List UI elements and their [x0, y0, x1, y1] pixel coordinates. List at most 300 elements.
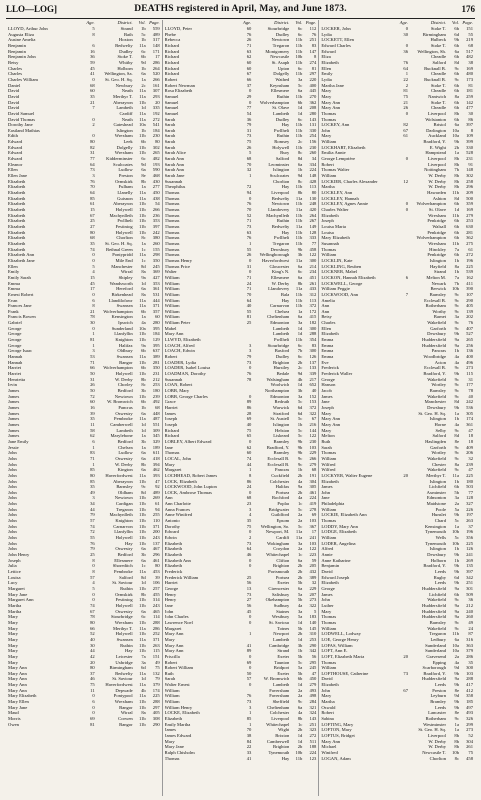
entry-page: 78: [468, 388, 474, 393]
entry-volume: 11b: [138, 535, 146, 541]
entry-district: Bramley: [273, 450, 290, 456]
entry-name: William: [164, 274, 180, 280]
entry-district: Horne: [434, 421, 447, 427]
entry-name: Dorothy Jane: [8, 122, 33, 128]
entry-page: 438: [152, 195, 160, 201]
entry-age: 75: [246, 139, 252, 145]
entry-name: John: [8, 518, 17, 524]
entry-page: 103: [309, 444, 317, 450]
entry-name: Frederick: [164, 569, 183, 574]
entry-page: 192: [152, 110, 160, 116]
entry-name: Thomas: [321, 450, 337, 456]
entry-volume: 8e: [454, 687, 460, 693]
entry-volume: 6d: [297, 410, 303, 416]
entry-age: 30: [90, 642, 95, 648]
entry-page: 326: [466, 716, 474, 722]
entry-name: Thomas: [321, 246, 337, 252]
entry-age: 0: [92, 76, 95, 82]
entry-page: 109: [466, 133, 474, 139]
entry-age: 21: [90, 99, 95, 105]
entry-district: Bridgwater: [268, 506, 290, 512]
entry-volume: 9c: [454, 716, 460, 722]
entry-volume: 9c: [454, 625, 460, 631]
entry-age: 85: [90, 195, 95, 201]
entry-page: 300: [309, 257, 317, 263]
entry-name: Anna Frances: [164, 506, 191, 512]
entry-volume: 11b: [138, 359, 146, 365]
entry-volume: 6a: [141, 546, 146, 552]
entry-volume: 8b: [454, 110, 460, 116]
entry-page: 539: [466, 269, 474, 275]
entry-page: 137: [152, 540, 160, 546]
heading-district: District.: [430, 20, 447, 25]
entry-district: Swansea: [116, 636, 133, 642]
entry-name: John: [321, 489, 331, 495]
entry-district: Strand: [277, 648, 290, 654]
entry-volume: 6b: [454, 484, 460, 490]
entry-page: 76: [311, 31, 317, 37]
entry-district: Ellesmere: [114, 557, 133, 563]
entry-volume: 5b: [297, 670, 303, 676]
entry-volume: 1d: [297, 619, 303, 625]
entry-district: Salford: [275, 156, 290, 162]
entry-age: 31: [90, 150, 95, 156]
entry-name: Walter Ernest: [164, 682, 190, 688]
entry-age: 82: [90, 144, 95, 150]
entry-district: Liverpool: [427, 733, 447, 739]
entry-age: 30: [403, 31, 409, 37]
entry-name: Benjamin: [8, 42, 26, 48]
entry-name: Thomas Price: [164, 263, 191, 269]
entry-volume: 11b: [295, 37, 303, 43]
entry-volume: 9d: [297, 371, 303, 377]
entry-age: 70: [246, 727, 252, 733]
entry-volume: 9c: [454, 291, 460, 297]
entry-name: Oswald: [321, 704, 336, 710]
entry-district: Wrexham: [428, 212, 447, 218]
entry-page: 253: [152, 382, 160, 388]
entry-name: Wilfred: [321, 467, 336, 473]
entry-volume: 4a: [141, 320, 146, 326]
entry-district: Kidderminster: [106, 156, 133, 162]
entry-volume: 1a: [454, 727, 460, 733]
entry-district: Basford: [274, 348, 290, 354]
entry-district: Haverfordwest: [105, 472, 133, 478]
entry-district: Bedwelty: [271, 223, 290, 229]
entry-page: 5: [314, 608, 317, 614]
entry-page: 295: [309, 659, 317, 665]
entry-age: 0: [249, 557, 252, 563]
entry-name: Mary Ann: [321, 738, 341, 744]
entry-district: Edmonton: [426, 495, 447, 501]
entry-district: Redruth: [274, 399, 290, 405]
entry-volume: 11a: [139, 110, 146, 116]
entry-page: 265: [466, 337, 474, 343]
entry-district: Rotherham: [425, 716, 447, 722]
entry-page: 334: [309, 161, 317, 167]
entry-volume: 6d: [454, 31, 460, 37]
entry-district: Staines: [276, 608, 290, 614]
entry-name: Ruth: [164, 670, 174, 676]
entry-age: 60: [246, 450, 252, 456]
entry-district: Fulham: [118, 184, 133, 190]
entry-district: Depwade: [115, 687, 133, 693]
entry-age: 46: [246, 552, 252, 558]
entry-volume: 8b: [454, 744, 460, 750]
entry-age: 68: [246, 495, 252, 501]
entry-age: 57: [90, 574, 95, 580]
entry-district: Ellesmere: [270, 88, 290, 94]
entry-volume: 1a: [141, 444, 146, 450]
entry-page: 205: [309, 563, 317, 569]
entry-age: 0: [249, 195, 252, 201]
entry-name: Elizabeth: [321, 580, 339, 586]
entry-name: Elizabeth: [321, 331, 339, 337]
entry-name: Henry: [164, 591, 177, 597]
entry-age: 1: [92, 331, 95, 337]
entry-page: 458: [466, 755, 474, 761]
entry-volume: 8b: [454, 156, 460, 162]
entry-name: Emma: [8, 280, 20, 286]
entry-district: Cheadle: [430, 54, 447, 60]
entry-age: 57: [90, 518, 95, 524]
entry-page: 37: [468, 523, 474, 529]
entry-district: Lichfield: [429, 484, 447, 490]
entry-page: 551: [152, 421, 160, 427]
entry-district: Cambridge: [268, 642, 290, 648]
entry-district: Bedford: [117, 552, 133, 558]
entry-age: 3: [92, 173, 95, 179]
entry-district: Huddersfield: [422, 342, 447, 348]
entry-district: Wortley: [431, 450, 447, 456]
entry-age: 80: [90, 229, 95, 235]
entry-page: 147: [309, 48, 317, 54]
entry-district: Wathed: [275, 76, 290, 82]
entry-age: 0: [249, 365, 252, 371]
entry-volume: 1b: [454, 557, 460, 563]
entry-page: 450: [309, 676, 317, 682]
entry-name: James: [164, 410, 176, 416]
entry-volume: 6a: [141, 286, 146, 292]
entry-age: 73: [246, 591, 252, 597]
entry-name: James: [8, 427, 20, 433]
entry-volume: 11b: [138, 478, 146, 484]
entry-page: 280: [152, 320, 160, 326]
entry-page: 174: [466, 416, 474, 422]
entry-name: Eve: [321, 359, 329, 365]
entry-page: 136: [466, 348, 474, 354]
entry-page: 61: [155, 501, 160, 507]
entry-page: 79: [155, 676, 160, 682]
entry-age: 2: [405, 82, 409, 88]
entry-page: 362: [309, 99, 317, 105]
entry-district: Sunderland: [425, 642, 447, 648]
entry-name: Elizabeth: [8, 240, 26, 246]
entry-volume: 11a: [139, 195, 146, 201]
entry-name: William: [321, 665, 337, 671]
entry-district: Hay: [281, 184, 290, 190]
entry-page: 240: [466, 608, 474, 614]
entry-district: W. Derby: [428, 173, 447, 179]
entry-page: 269: [152, 495, 160, 501]
entry-name: Jane Emily: [8, 438, 29, 444]
entry-district: Cheadle: [430, 88, 447, 94]
entry-name: John: [164, 608, 174, 614]
entry-page: 169: [466, 65, 474, 71]
entry-volume: 11b: [295, 42, 303, 48]
entry-name: Samuel: [164, 110, 179, 116]
entry-age: 16: [90, 48, 95, 54]
entry-age: 67: [403, 687, 409, 693]
entry-district: Pontypool: [113, 693, 133, 699]
entry-page: 286: [466, 653, 474, 659]
entry-name: Walter: [164, 269, 177, 275]
entry-volume: 1b: [297, 648, 303, 654]
entry-volume: 6c: [298, 65, 303, 71]
entry-age: 6: [92, 438, 95, 444]
entry-volume: 9c: [454, 76, 460, 82]
entry-district: Pwllheli: [274, 127, 290, 133]
entry-district: Brighton: [273, 359, 290, 365]
entry-page: 253: [309, 636, 317, 642]
entry-district: Hayfield: [429, 263, 447, 269]
entry-volume: 1c: [298, 721, 303, 727]
entry-district: Stoke T.: [430, 82, 447, 88]
entry-name: Annie: [321, 552, 333, 558]
entry-volume: 1a: [298, 308, 303, 314]
entry-volume: 9c: [141, 484, 146, 490]
entry-page: 266: [152, 76, 160, 82]
entry-name: Mary: [8, 642, 18, 648]
entry-volume: 1d: [454, 207, 460, 212]
entry-volume: 9c: [298, 699, 303, 705]
entry-page: 223: [309, 552, 317, 558]
entry-name: Frederick William: [164, 574, 199, 580]
entry-page: 214: [309, 263, 317, 269]
entry-page: 342: [466, 574, 474, 580]
entry-district: Wokingham: [267, 540, 290, 546]
entry-age: 3: [249, 704, 252, 710]
entry-page: 266: [152, 207, 160, 212]
entry-volume: 11b: [138, 540, 146, 546]
entry-name: James Edward: [164, 733, 192, 739]
entry-name: LOFTUS, Bridget: [321, 733, 355, 739]
entry-page: 80: [155, 139, 160, 145]
entry-age: 7: [405, 291, 409, 297]
entry-page: 274: [309, 59, 317, 65]
entry-district: Hinckley: [429, 246, 447, 252]
entry-name: Elizabeth: [8, 178, 26, 184]
entry-page: 261: [466, 744, 474, 750]
entry-page: 400: [466, 354, 474, 360]
entry-name: Elizabeth: [164, 716, 183, 722]
entry-page: 363: [466, 642, 474, 648]
entry-district: Hay: [281, 229, 290, 235]
entry-district: Bridport: [273, 665, 290, 671]
entry-page: 132: [152, 670, 160, 676]
entry-page: 390: [466, 286, 474, 292]
entry-name: Margaret: [164, 625, 182, 631]
entry-age: 81: [90, 337, 95, 343]
entry-age: 52: [90, 631, 95, 637]
entry-name: Margaret: [8, 585, 25, 591]
entry-age: 0: [249, 438, 252, 444]
entry-volume: 11a: [139, 670, 146, 676]
entry-district: St. Saviour: [112, 676, 133, 682]
entry-district: Epping: [432, 659, 447, 665]
entry-name: John: [8, 501, 17, 507]
entry-district: Machynlleth: [109, 212, 133, 218]
entry-district: Scarborough: [422, 665, 447, 671]
entry-age: 76: [90, 178, 95, 184]
entry-age: 1: [249, 721, 252, 727]
entry-name: LOFTING, Mary: [321, 721, 354, 727]
entry-name: LOCKWOOD, John Lupton: [164, 484, 217, 490]
entry-volume: 9c: [298, 461, 303, 467]
entry-district: St. Geo. H. Sq.: [104, 76, 133, 82]
entry-page: 56: [311, 653, 317, 659]
entry-volume: 1b: [454, 478, 460, 484]
entry-volume: 6b: [454, 591, 460, 597]
entry-name: George: [8, 331, 22, 337]
entry-volume: 6d: [297, 404, 303, 410]
entry-name: Samuel: [164, 105, 179, 111]
entry-age: 71: [246, 42, 252, 48]
entry-page: 411: [466, 280, 474, 286]
entry-district: Ruthin: [120, 585, 133, 591]
entry-volume: 9b: [454, 512, 460, 518]
entry-district: Tynemouth: [425, 529, 447, 535]
entry-page: 497: [466, 704, 474, 710]
entry-name: LOCKNER, Mabel: [321, 269, 358, 275]
entry-page: 511: [309, 738, 317, 744]
entry-district: Haverfordwest: [262, 257, 290, 263]
entry-age: 46: [90, 676, 95, 682]
entry-page: 251: [309, 721, 317, 727]
entry-page: 267: [309, 218, 317, 224]
entry-name: Jane: [164, 444, 173, 450]
entry-volume: 6a: [141, 455, 146, 461]
entry-page: 137: [309, 359, 317, 365]
entry-volume: 11b: [138, 331, 146, 337]
entry-name: Mary: [321, 608, 332, 614]
entry-volume: 11b: [138, 597, 146, 603]
entry-age: 22: [403, 76, 409, 82]
heading-page: Page.: [462, 20, 474, 25]
entry-volume: 1c: [298, 552, 303, 558]
entry-age: 34: [90, 501, 95, 507]
entry-page: 333: [309, 235, 317, 241]
entry-volume: 7a: [454, 246, 460, 252]
entry-volume: 11a: [139, 636, 146, 642]
entry-volume: 9c: [454, 297, 460, 303]
entry-name: Elizabeth Ann: [164, 557, 191, 563]
entry-district: Preston: [432, 687, 447, 693]
entry-name: William: [164, 280, 180, 286]
entry-volume: 11b: [138, 506, 146, 512]
entry-page: 69: [311, 512, 317, 518]
entry-name: John: [8, 523, 17, 529]
entry-name: Martha: [321, 699, 335, 705]
entry-name: David: [8, 99, 20, 105]
heading-district: District.: [117, 20, 133, 25]
entry-name: Wilfred: [321, 461, 336, 467]
entry-volume: 3a: [454, 495, 460, 501]
entry-page: 350: [152, 257, 160, 263]
entry-page: 353: [152, 280, 160, 286]
entry-name: Sarah: [164, 122, 176, 128]
entry-name: Thomas Henry: [164, 257, 193, 263]
entry-district: Wellington, Sh.: [417, 48, 447, 54]
entry-volume: 11b: [138, 207, 146, 212]
entry-volume: 3a: [298, 76, 303, 82]
entry-page: 202: [466, 314, 474, 320]
entry-district: Epsom: [276, 518, 290, 524]
entry-page: 257: [152, 585, 160, 591]
entry-volume: 11b: [138, 144, 146, 150]
entry-district: Ipswich: [118, 320, 133, 326]
entry-district: Leeds: [435, 682, 447, 688]
entry-volume: 2b: [297, 744, 303, 750]
entry-district: Strand: [434, 269, 447, 275]
entry-district: Romsey: [274, 139, 290, 145]
entry-name: Mary Ann: [8, 687, 27, 693]
entry-name: LOBLEY, Albert Edward: [164, 438, 212, 444]
entry-volume: 6b: [454, 42, 460, 48]
entry-page: 180: [466, 478, 474, 484]
entry-volume: 2b: [297, 489, 303, 495]
entry-name: Antonio: [164, 518, 180, 524]
entry-district: Hunslet: [431, 512, 447, 518]
entry-name: Hannah: [8, 359, 23, 365]
entry-district: Ecclesall B.: [424, 297, 447, 303]
entry-name: Benjamin John: [8, 54, 36, 60]
entry-page: 256: [466, 342, 474, 348]
entry-name: Lydia: [321, 31, 332, 37]
entry-district: Salford: [119, 574, 133, 580]
entry-volume: 1d: [141, 580, 146, 586]
entry-page: 305: [466, 410, 474, 416]
entry-district: Lambeth: [273, 325, 290, 331]
entry-name: Mary Ann: [321, 105, 341, 111]
entry-name: George: [164, 585, 179, 591]
entry-district: Garforth: [430, 444, 447, 450]
entry-page: 131: [309, 122, 317, 128]
entry-name: Harriet: [164, 404, 178, 410]
entry-volume: 8a: [454, 263, 460, 269]
entry-district: Bramley: [430, 699, 447, 705]
entry-volume: 8a: [141, 291, 146, 297]
entry-page: 461: [309, 489, 317, 495]
entry-district: Worthy: [432, 308, 447, 314]
heading-age: Age.: [86, 20, 95, 25]
entry-volume: 1b: [454, 257, 460, 263]
entry-volume: 11a: [139, 472, 146, 478]
entry-volume: 11b: [138, 501, 146, 507]
entry-page: 281: [152, 359, 160, 365]
entry-name: Robert: [164, 76, 178, 82]
entry-name: Luther: [321, 602, 334, 608]
entry-district: Portsea: [275, 489, 290, 495]
entry-page: 261: [309, 280, 317, 286]
entry-name: Melton: [321, 433, 335, 439]
entry-name: Mary Ellen: [8, 699, 29, 705]
entry-page: 371: [152, 303, 160, 309]
entry-page: 358: [466, 693, 474, 699]
entry-name: LOCKER, John: [321, 26, 351, 31]
entry-name: George Isaac: [8, 348, 33, 354]
entry-name: Phebe: [164, 31, 176, 37]
